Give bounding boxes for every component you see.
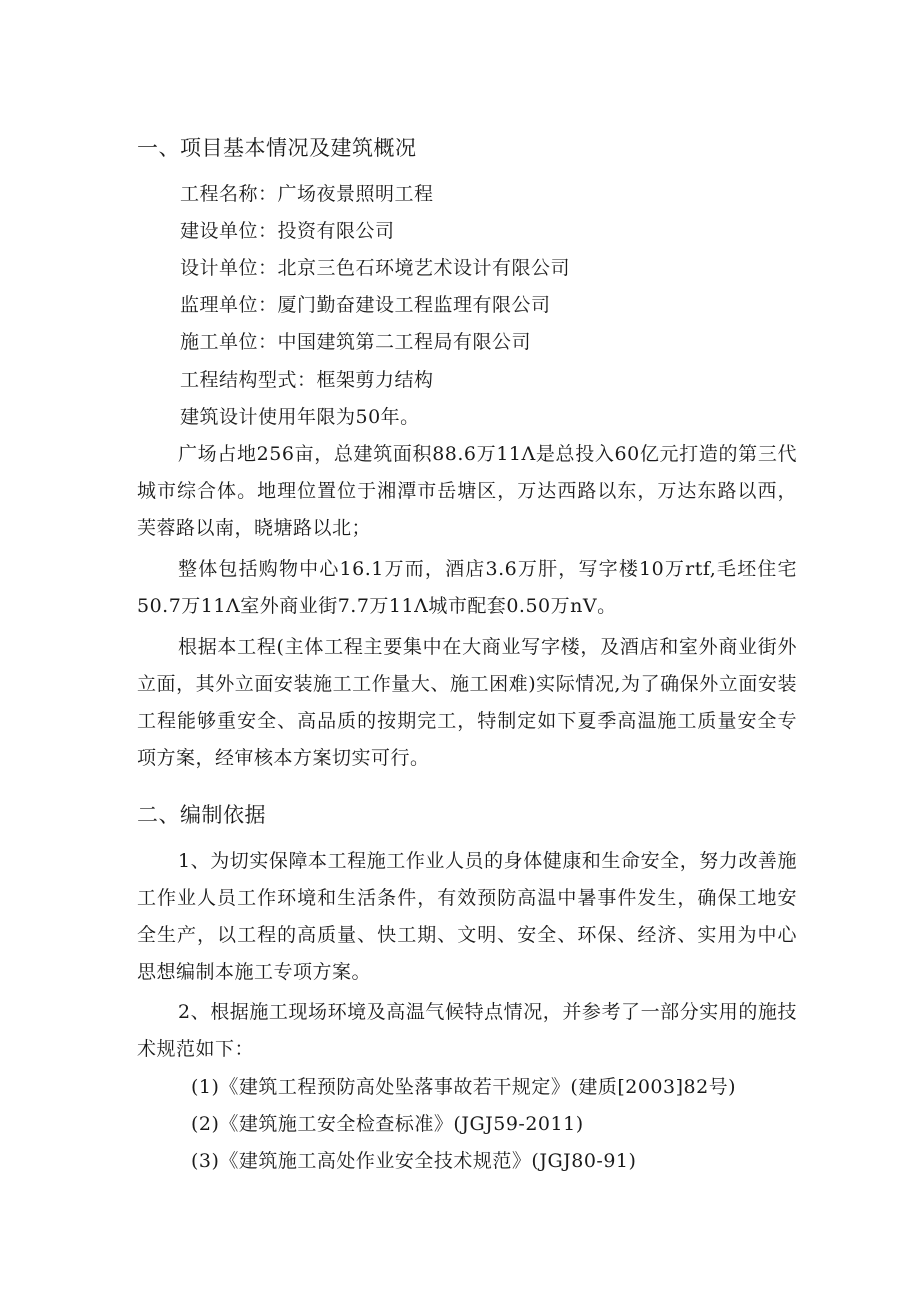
section-heading-project-overview: 一、项目基本情况及建筑概况: [137, 136, 417, 160]
field-construction-unit: 施工单位：中国建筑第二工程局有限公司: [180, 331, 532, 353]
field-supervision-unit: 监理单位：厦门勤奋建设工程监理有限公司: [180, 294, 551, 316]
field-structure-type: 工程结构型式：框架剪力结构: [180, 369, 434, 391]
paragraph-composition: 整体包括购物中心16.1万而，酒店3.6万肝，写字楼10万rtf,毛坯住宅50.7万11Λ室外商业街7.7万11Λ城市配套0.50万nV。: [137, 558, 797, 617]
paragraph-basis-2: 2、根据施工现场环境及高温气候特点情况，并参考了一部分实用的施技术规范如下：: [137, 1001, 797, 1060]
field-project-name: 工程名称：广场夜景照明工程: [180, 183, 434, 205]
paragraph-basis-1: 1、为切实保障本工程施工作业人员的身体健康和生命安全，努力改善施工作业人员工作环境和生活条件，有效预防高温中暑事件发生，确保工地安全生产，以工程的高质量、快工期、文明、安全、环保、经济、实用为中心思想编制本施工专项方案。: [137, 850, 797, 983]
reference-item: (3)《建筑施工高处作业安全技术规范》(JGJ80-91): [191, 1150, 637, 1172]
reference-item: (1)《建筑工程预防高处坠落事故若干规定》(建质[2003]82号): [191, 1076, 737, 1098]
section-heading-basis: 二、编制依据: [137, 803, 266, 827]
field-design-unit: 设计单位：北京三色石环境艺术设计有限公司: [180, 257, 571, 279]
paragraph-site-area: 广场占地256亩，总建筑面积88.6万11Λ是总投入60亿元打造的第三代城市综合体。地理位置位于湘潭市岳塘区，万达西路以东，万达东路以西，芙蓉路以南，晓塘路以北；: [137, 443, 797, 539]
field-client: 建设单位：投资有限公司: [180, 220, 395, 242]
paragraph-scheme-purpose: 根据本工程(主体工程主要集中在大商业写字楼，及酒店和室外商业街外立面，其外立面安装施工工作量大、施工困难)实际情况,为了确保外立面安装工程能够重安全、高品质的按期完工，特制定如下夏季高温施工质量安全专项方案，经审核本方案切实可行。: [137, 636, 797, 769]
reference-item: (2)《建筑施工安全检查标准》(JGJ59-2011): [191, 1113, 584, 1135]
field-design-life: 建筑设计使用年限为50年。: [180, 406, 420, 428]
